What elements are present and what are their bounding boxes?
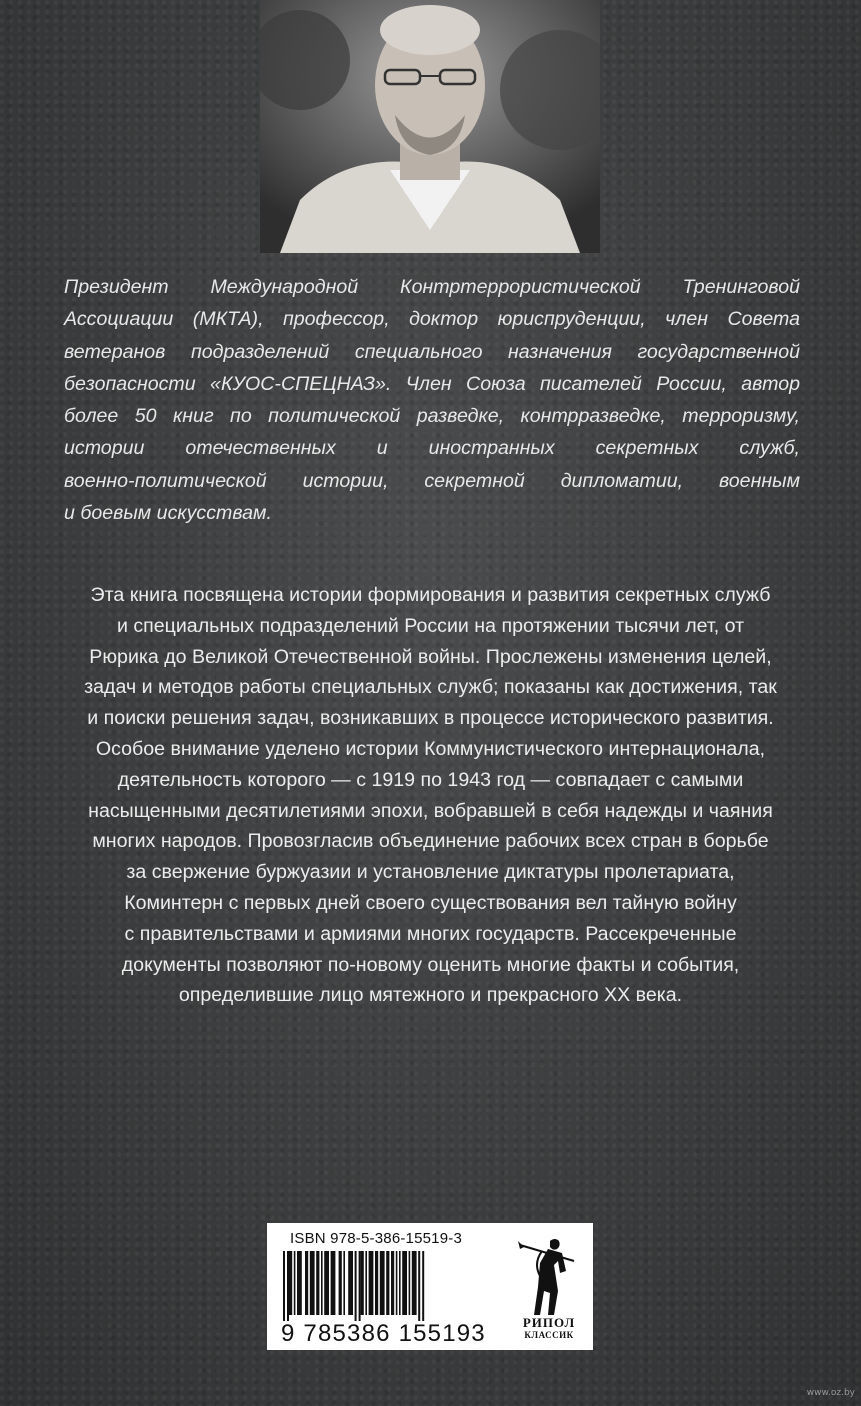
author-bio-line: Президент Международной Контртеррористической Тренинговой [64,276,800,298]
publisher-name [515,1316,583,1341]
description-line: с правительствами и армиями многих государств. Рассекреченные [124,922,737,945]
author-bio-line: истории отечественных и иностранных секретных служб, [64,437,800,460]
description-line: и поиски решения задач, возникавших в процессе исторического развития. [87,707,774,730]
book-description [40,580,821,1011]
description-line: деятельность которого — с 1919 по 1943 год — совпадает с самыми [117,768,744,791]
description-line: задач и методов работы специальных служб; показаны как достижения, так [84,676,777,699]
barcode-panel [267,1223,593,1350]
author-bio-line: более 50 книг по политической разведке, контрразведке, терроризму, [64,405,800,428]
isbn-label: ISBN 978-5-386-15519-3 [290,1230,463,1247]
author-photo [260,0,600,253]
author-bio-line: военно-политической истории, секретной дипломатии, военным [64,469,800,492]
description-line: Коминтерн с первых дней своего существования вел тайную войну [124,891,737,914]
description-line: документы позволяют по-новому оценить многие факты и события, [121,953,740,976]
description-line: Особое внимание уделено истории Коммунистического интернационала, [95,737,766,760]
author-bio-line: Ассоциации (МКТА), профессор, доктор юриспруденции, член Совета [64,308,800,331]
author-bio-line: и боевым искусствам. [64,502,272,525]
description-line: Эта книга посвящена истории формирования и развития секретных служб [90,584,771,606]
description-line: насыщенными десятилетиями эпохи, вобравшей в себя надежды и чаяния [88,799,773,822]
author-bio [64,271,800,529]
description-line: многих народов. Провозгласив объединение рабочих всех стран в борьбе [92,830,769,853]
description-line: и специальных подразделений России на протяжении тысячи лет, от [116,614,745,637]
ean-digits: 9 785386 155193 [281,1320,486,1347]
description-line: определившие лицо мятежного и прекрасного XX века. [178,984,683,1007]
watermark: www.oz.by [806,1388,855,1398]
author-bio-line: ветеранов подразделений специального назначения государственной [64,340,800,363]
description-line: Рюрика до Великой Отечественной войны. Прослежены изменения целей, [89,645,772,668]
author-bio-line: безопасности «КУОС-СПЕЦНАЗ». Член Союза писателей России, автор [64,372,800,395]
barcode-bars [279,1251,495,1321]
publisher-name-line2: КЛАССИК [524,1330,574,1340]
publisher-name-line1: РИПОЛ [522,1315,576,1330]
description-line: за свержение буржуазии и установление диктатуры пролетариата, [126,861,735,884]
